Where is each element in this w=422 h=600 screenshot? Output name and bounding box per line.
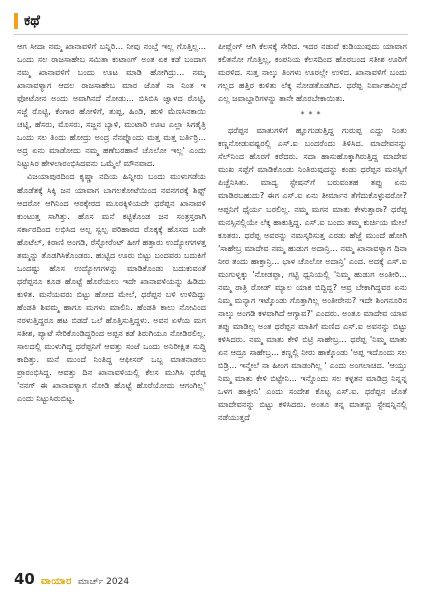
- magazine-logo: ವಾಯಾರ: [40, 576, 72, 587]
- paragraph: ಆಗ ಸೀದಾ ನಮ್ಮ ಖಾನಾವಳಿಗೆ ಬನ್ನಿರಿ... ನೀವು ನಂಬ್ತೆ ಇಲ್ಲ ಗೊತ್ತಿಲ್ಲ... ಒಂದು ಸಲ ರಾಜಸಾಹೇಬ ಸಮಿತಾ ಕುಟಾಂಗ್ ಅಂತ ಏಕ ಕಡೆ ಬಂದಾಗ ನಮ್ಮ ಖಾನಾವಳಿಗೆ ಬಂದು ಊಟ ಮಾಡಿ ಹೋಗಿದ್ರು... ನಮ್ಮ ಖಾನಾವಳ್ಯಾಗ ಆದಲ ರಾಜಸಾಹೇಬ ಮಾರ ಜೊತೆ ನಾ ನಿಂತ ಇ ಫೋಟೋನ ಅಂದು ಅವಾಗಿನದೆ ನೋಡು... ಬಿಸಿಬಿಸಿ ಜ್ವಾಳದ ರೊಟ್ಟಿ, ಸಜ್ಜೆ ರೊಟ್ಟಿ, ಕೆಂಗಾರ ಹೋಳಿಗೆ, ತುಪ್ಪ, ಹಿಂಡಿ, ಹುಳಿ ಮೆಣಸಿನಕಾಯಿ ಚಟ್ನಿ, ಹೆಸರು, ಮೊಸರು, ಸಜ್ಜನ ಬ್ಯಾಳಿ, ಮುಟಾರಿ ಊಟ ಎಲ್ಲಾ ಸಿಗತೈತ್ರಿ ಒಂದು ಸಲ ತಿಂದು ಹೋದ್ರು ಅಂದ್ರ ನೆನಪ್ನೊಂದು ಮತ್ತ ಮತ್ತ ಬರ್ತಿರ್ರಿ... ಅದ್ರ ಏನು ಮಾಡೋದು ನಮ್ಮ ಹಣೆಬರಹಾನೆ ಚೊಲೋ ಇಲ್ಲ' ಎಂದು ನಿಟ್ಟುಸಿರ ಹೇಳಲಾರಂಭಿಸಿದವನು ಒಮ್ಮೆಲೆ ಮೌನವಾದ.: [17, 41, 206, 169]
- paragraph: ವಿಜಯಾಪುರದಿಂದ ಕೃಷ್ಣಾ ನದಿಯ ಹಿನ್ನೀರು ಬಂದು ಮುಳುಗಡೆಯ ಹೊಡೆತಕ್ಕೆ ಸಿಕ್ಕಿ ಜನ ಯಾವಾಗ ಬಾಗಲಕೋಟೆಯಿಂದ ನವನಗರಕ್ಕೆ ಶಿಫ್ಟ್ ಆದರೋ ಆಗಿನಿಂದ ಆರಕ್ಕೇರದ ಮೂರಕ್ಕಿಳಿಯದೇ ಧರೆಪ್ಪನ ಖಾನಾವಳಿ ಕುಂಟುತ್ತ ಸಾಗಿತ್ತು. ಹೊಸ ಮನೆ ಕಟ್ಟಿಕೊಂಡ ಜನ ಸಂತ್ರಸ್ತರಾಗಿ ಸರ್ಕಾರದಿಂದ ಲಭಿಸಿದ ಅಲ್ಪ ಸ್ವಲ್ಪ ಪರಿಹಾರದ ರೊಕ್ಕಕ್ಕೆ ಹೊಸದ ಬಡೇ ಹೊಟೆಲ್, ಕಿರಾಣಿ ಅಂಗಡಿ, ರೆಸ್ಟೋರೆಂಟ್ ಹೀಗೆ ಹತ್ತಾರು ಉದ್ಯೋಗಗಳತ್ತ ತಮ್ಮನ್ನು ತೊಡಗಿಸಿಕೊಂಡರು. ಹುಟ್ಟಿದ ಊರು ಬಿಟ್ಟು ಬಂದವರು ಬದುಕಿಗೆ ಒಂದಷ್ಟು ಹೊಸ ಉದ್ಯೋಗಗಳನ್ನು ಮಾಡಿಕೊಂಡು ಬದುಕುವಂತೆ ಧರೆಪ್ಪನೂ ಕೂಡ ಹೊಟ್ಟೆ ಹೊರೆಯಲು ಇದೇ ಖಾನಾವಳಿಯನ್ನು ಹಿಡಿದು ಕುಳಿತ. ಮನೆಯವರು ಬಿಟ್ಟು ಹೋದ ಮೇಲೆ, ಧರೆಪ್ಪನ ಬಳಿ ಉಳಿದಿದ್ದು ಹೆಂಡತಿ ಶಿವಮ್ಮ ಹಾಗೂ ಮಗಳು ಮಾಲಿನಿ. ಹೆಂಡತಿ ಕಾಲು ನೋವಿಂದ ನರಳುತ್ತಿದ್ದರೂ ಹಟ ಬಿಡದೆ ಒಲೆ ಹೊತ್ತಿಸುತ್ತಿದ್ದಳು. ಅವನ ಏಳೆಯ ಮಗ ಸತೀಶ, ಪ್ಯಾಟೆ ಸೇರಿಕೊಂಡಿದ್ದರಿಂದ ಅಪ್ಪನ ಕಡೆ ತಿರುಗಿಯೂ ನೋಡಿರಲಿಲ್ಲ. ಸಾಲದಲ್ಲಿ ಮುಳುಗಿದ್ದ ಧರೆಪ್ಪನಿಗೆ ಆವತ್ತು ಸಂಜೆ ಒಂದು ಅನಿರೀಕ್ಷಿತ ಸುದ್ದಿ ಕಾದಿತ್ತು. ಮನೆ ಮುಂದೆ ನಿಂತಿದ್ದ ಆಫೀಸರ್ ಒಬ್ಬ ಮಾತನಾಡಲು ಪ್ರಾರಂಭಿಸಿದ್ದ. ಆವತ್ತು ದಿನ ಖಾನಾವಳಿಯಲ್ಲಿ ಕೆಲಸ ಮುಗಿಸಿ ಧರೆಪ್ಪ 'ನನಗ್ ಈ ಖಾನಾವಳ್ಯಾಗ ನೋಡಿ ಹೊಟ್ಟೆ ಹೊರೆಯೋದು ಆಗಂಗಿಲ್ಲ' ಎಂದು ನಿಟ್ಟುಸಿರುಬಿಟ್ಟ.: [17, 171, 206, 404]
- section-separator: ***: [300, 110, 325, 120]
- article-body: [17, 40, 407, 560]
- issue-date: ಮಾರ್ಚ್ 2024: [77, 577, 130, 587]
- right-column: [218, 40, 407, 560]
- page-footer: [14, 570, 234, 592]
- section-accent-bar: [14, 13, 18, 29]
- section-title: ಕಥೆ: [24, 13, 40, 29]
- section-header: [14, 8, 408, 35]
- left-column: [17, 40, 206, 560]
- page-number: 40: [14, 570, 35, 588]
- paragraph: ಪೀಪ್ಲೆಂಗ್ ಆಗಿ ಕೆಲಸಕ್ಕೆ ಸೇರಿದ. ಇದರ ನಡುವೆ ಕುಡಿಯುವುದು ಯಾವಾಗ ಕಲಿತನೋ ಗೊತ್ತಿಲ್ಲ, ಕಂಪನಿಯ ಕೆಲಸದಿಂದ ಹೊರಬಂದ ಸತೀಶ ಊರಿಗೆ ಮರಳಿದ. ಸುತ್ತ ನಾಲ್ಕು ತಿಂಗಳು ಊರಲ್ಲೇ ಉಳಿದ. ಖಾನಾವಳಿಗೆ ಬಂದು ಗಲ್ಲದ ಹತ್ತಿರ ಕುಳಿತು ಲೆಕ್ಕ ನೋಡತೊಡಗಿದ. ಧರೆಪ್ಪ ನಿರ್ವಾಹವಿಲ್ಲದೆ ಎಲ್ಲ ಜವಾಬ್ದಾರಿಗಳನ್ನು ತಾನೇ ಹೊರಬೇಕಾಯಿತು.: [218, 41, 407, 104]
- paragraph: ಧರೆಪ್ಪನ ಮಾತುಗಳಿಗೆ ಹ್ಞೂಗುಡುತ್ತಿದ್ದ ಗುರುಪ್ಪ ಎದ್ದು ನಿಂತು ಕಣ್ಣನೋಡುವಷ್ಟರಲ್ಲಿ ಎಸ್.ಐ ಬಂದರೆಂದು ತಿಳಿಸಿದ. ಮಾದೇವನನ್ನು ಸೆಲ್‌ನಿಂದ ಹೊರಗೆ ಕರೆದರು. ಸದಾ ಹಾಸುಹೊಕ್ಕಾಗಿರುತ್ತಿದ್ದ ಮಾದೇವ ಮುಖ ಸಪ್ಪೆಗೆ ಮಾಡಿಕೊಂಡು ನಿಂತಿರುವುದನ್ನು ಕಂಡು ಧರೆಪ್ಪನ ಮನಸ್ಸಿಗೆ ಪಿಚ್ಚೆನಿಸಿತು. ಮಾದ್ಯ ಸ್ಟೇಷನ್‌ಗೆ ಬರುವಂತಹ ತಪ್ಪು ಏನು ಮಾಡಿರಬಹುದು? ಈಗ ಎಸ್.ಐ ಏನು ತೀರ್ಮಾನ ತೆಗೆದುಕೊಳ್ಳುವರೋ? ಆಪ್ಪನಿಗೆ ಧೈರ್ಯ ಬರಲಿಲ್ಲ. ನಮ್ಮ ಮಗನ ಮಾತು ಕೇಳುತ್ತಾರಾ? ಧರೆಪ್ಪ ಮನಸ್ಸಿನಲ್ಲಿಯೇ ಲೆಕ್ಕ ಹಾಕುತ್ತಿದ್ದ. ಎಸ್.ಐ ಬಂದು ತಮ್ಮ ಕುರ್ಚಿಯ ಮೇಲೆ ಕೂತರು. ಧರೆಪ್ಪ ಅವರನ್ನು ನಮಸ್ಕರಿಸುತ್ತ ಎರಡು ಹೆಜ್ಜೆ ಮುಂದೆ ಹೋಗಿ 'ಸಾಹೇಬ್ರ ಮಾದೇವ ನಮ್ಮ ಹುಡುಗ ಅದಾನ್ರಿ... ನಮ್ಮ ಖಾನಾವಳ್ಯಾಗ ದಿನಾ ನೀರ ತಂದು ಹಾಕ್ತಾನ್ರಿ... ಭಾಳ ಚೊಲೋ ಅದಾನ್ರಿ' ಎಂದ. ಅದಕ್ಕೆ ಎಸ್.ಐ ಮುಗುಳ್ನಕ್ಕು 'ನೋಡಪ್ಪಾ, ಗಟ್ಟಿ ಧ್ವನಿಯಲ್ಲಿ 'ನಿಮ್ಮ ಹುಡುಗ ಅಂತೀರಿ... ನಮ್ಮ ರಾತ್ರಿ ರೋಡ್ ಮ್ಯಾಲ ಯಾಕ ಬಿದ್ದಿದ್ದ? ಆವ್ರ ಬೇಕಾಗಿದ್ದವರ ಏನು ನಿಮ್ಮ ಮನ್ಯಾಗ ಇಟ್ಕೊಂಡು ಗೊತ್ತಾಗಿಲ್ಲ ಅಂತೀರೇನು? ಇದೇ ಶಿಂಗನೂರಿನ ನಾಲ್ಕು ಅಂಗಡಿ ಕಳವಾಗಿದೆ ಆಗ್ಯಾವ?' ಎಂದರು. ಅಂತೂ ಮಾದೇವ ಯಾವ ತಪ್ಪು ಮಾಡಿಲ್ಲ ಅಂತ ಧರೆಪ್ಪನ ಮಾತಿಗೆ ಮಣಿದ ಎಸ್.ಐ ಅವನನ್ನು ಬಿಟ್ಟು ಕಳಿಸಿದರು. ನಮ್ಮ ಮಾತು ಕೇಳಿ ಬಿಟ್ರಿ ಸಾಹೇಬ್ರ... ಧರೆಪ್ಪ 'ನಿಮ್ಮ ಮಾತು ಏನ ಆದ್ರೂ ಸಾಹೇಬ್ರ... ಕಣ್ಣಲ್ಲಿ ನೀರು ಹಾಕ್ಕೊಂಡು 'ಅಪ್ಪ ಇದೊಂದು ಸಲ ಬಿಡ್ರಿ... ಇನ್ಮೇಲೆ ನಾ ಹೀಂಗ ಮಾಡಂಗಿಲ್ಲ ' ಎಂದು ಅಂಗಲಾಚಿದ. 'ಆಯ್ತು ನಿಮ್ಮ ಮಾತು ಕೇಳಿ ಬಿಟ್ಟೇನಿ... ಇನ್ನೊಂದು ಸಲ ಕಳ್ಳತನ ಮಾಡಿದ್ರ ನಿನ್ನನ್ನ ಒಳಗ ಹಾಕ್ತೀನಿ' ಎಂದು ಸಂದೇಶ ಕೊಟ್ಟ ಎಸ್.ಐ. ಧರೆಪ್ಪನ ಜೊತೆ ಮಾದೇವನನ್ನು ಬಿಟ್ಟು ಕಳಿಸಿದರು. ಅಂತೂ ತನ್ನ ಮಾತನ್ನು ಸ್ಟೇಷನ್ನಿನಲ್ಲಿ ನಡೆಯುತ್ತದೆ: [218, 125, 407, 423]
